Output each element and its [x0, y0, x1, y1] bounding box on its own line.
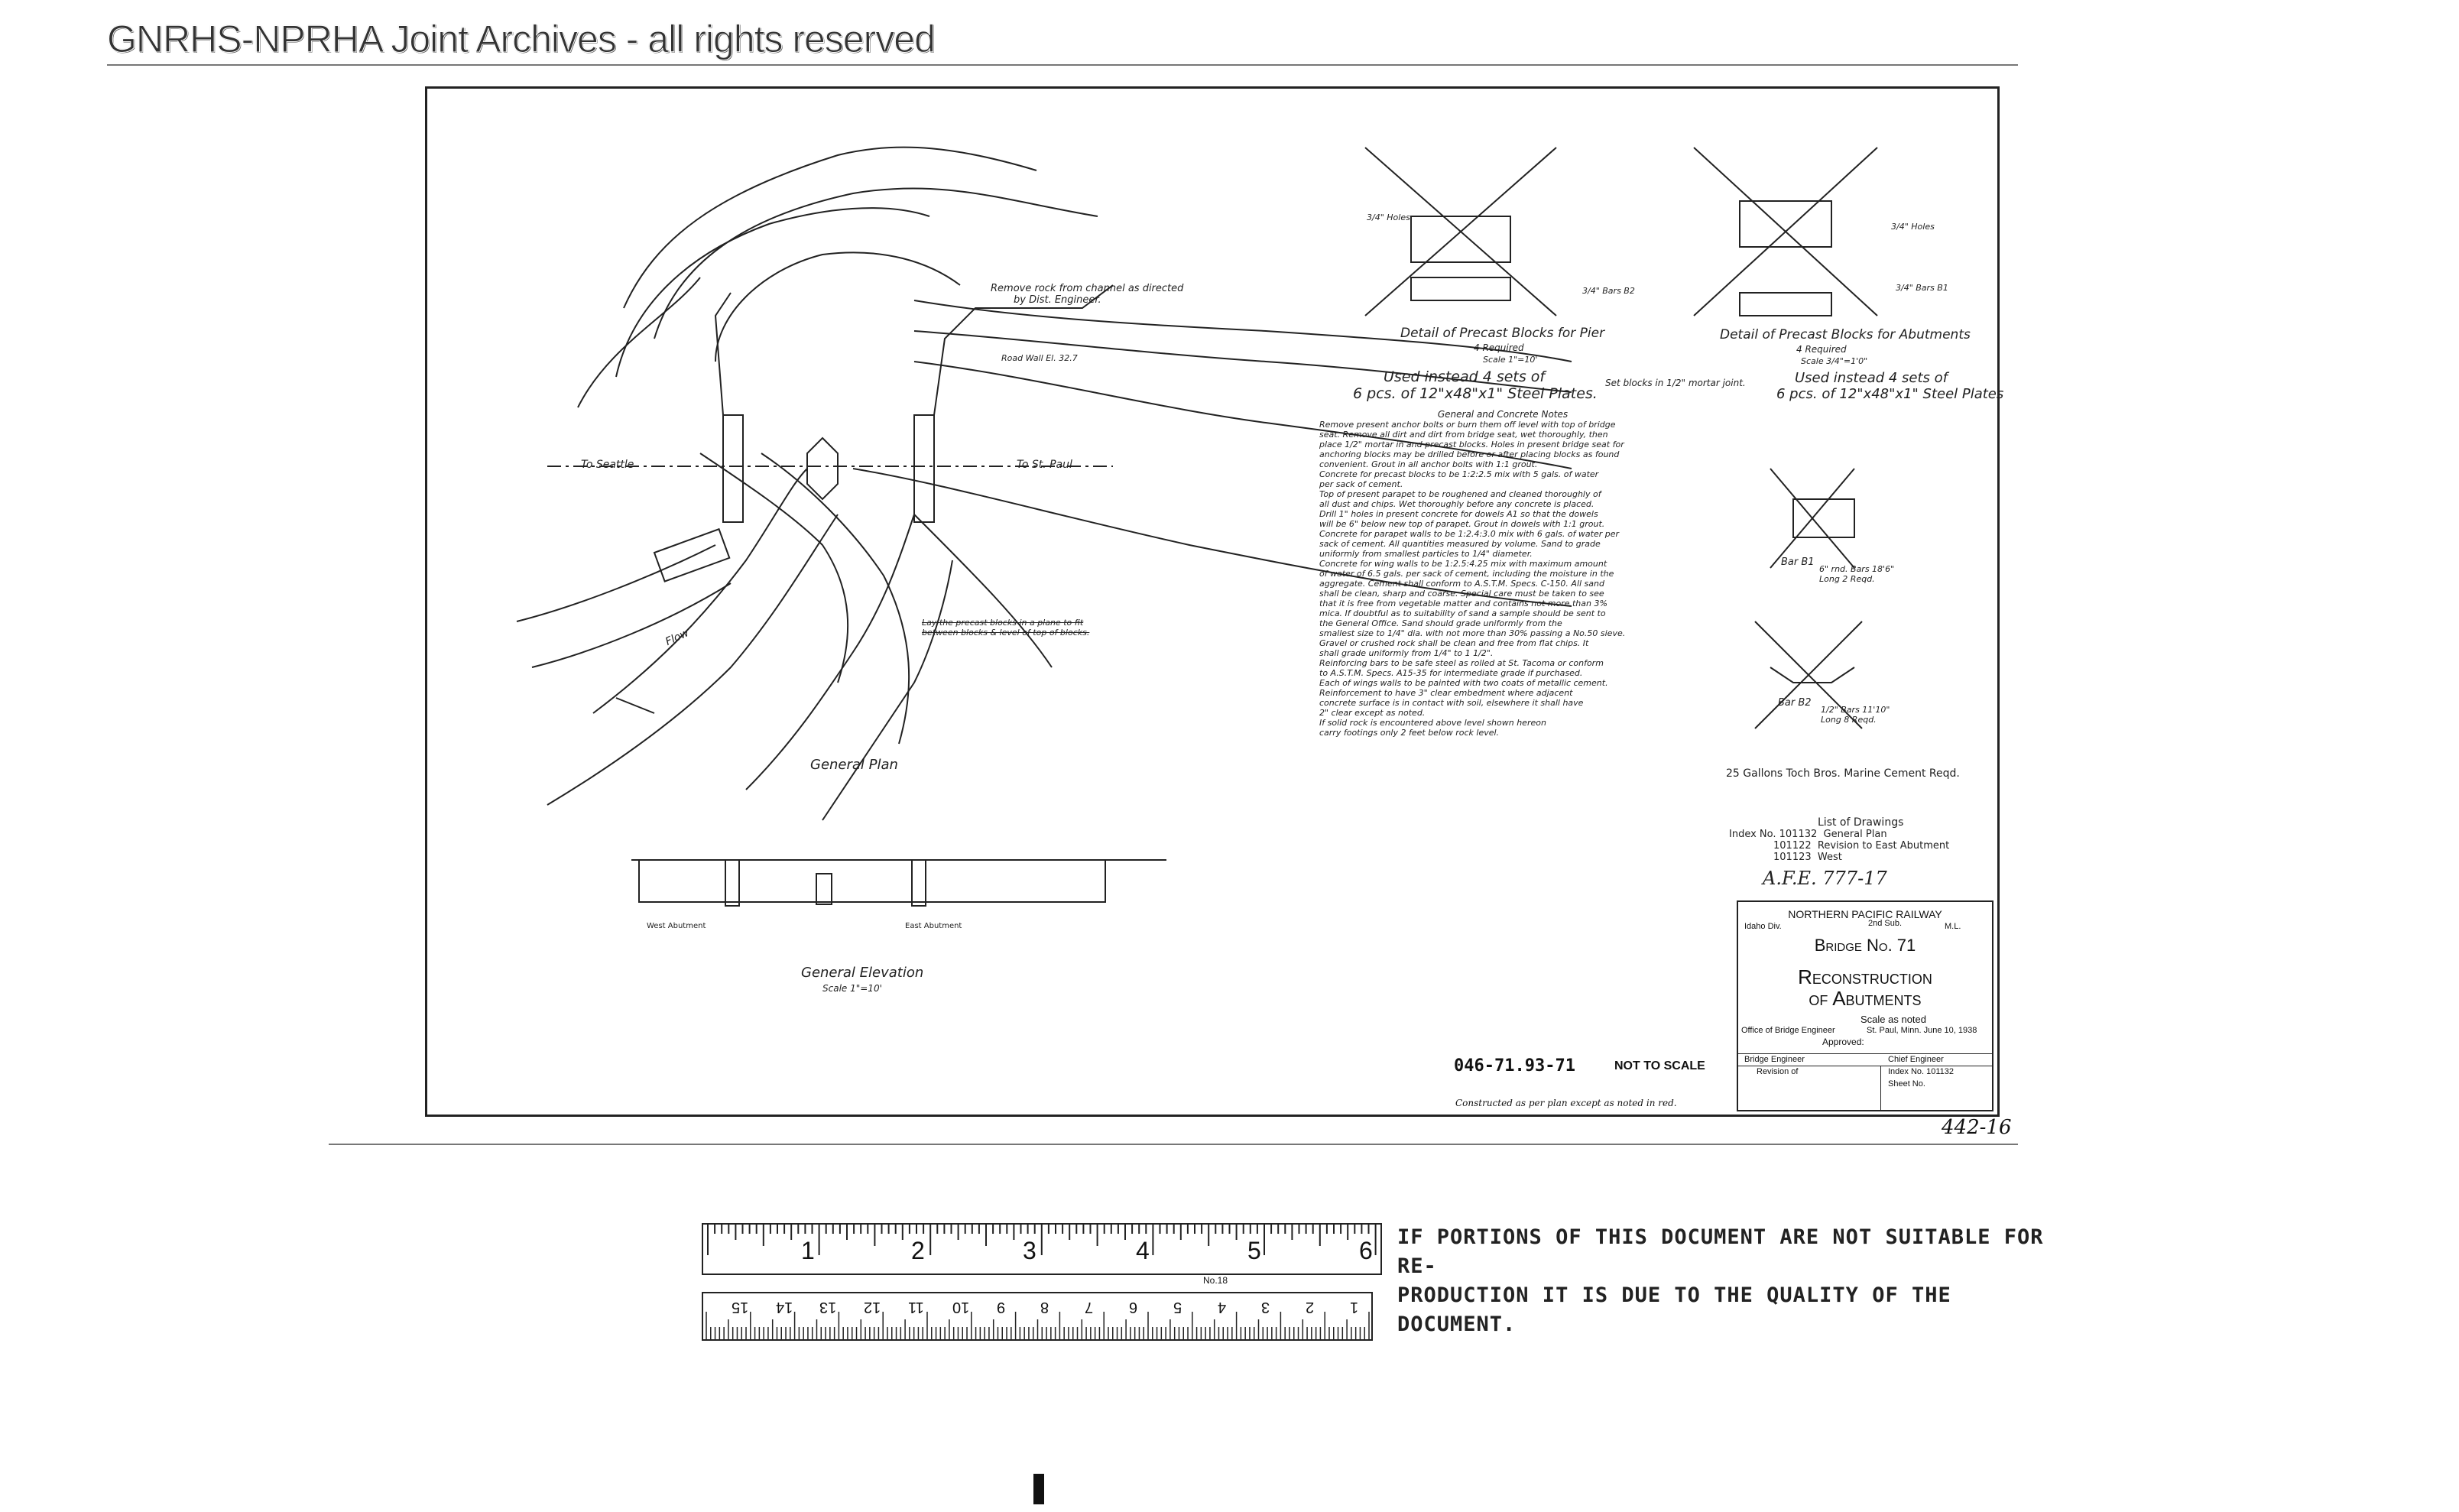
elevation-scale: Scale 1"=10'	[822, 983, 882, 994]
ruler-number: 5	[1247, 1237, 1261, 1264]
cm-ruler-number: 1	[1350, 1299, 1359, 1316]
note-line: Drill 1" holes in present concrete for dowels A1 so that the dowels	[1319, 509, 1598, 519]
note-line: Gravel or crushed rock shall be clean and free from flat chips. It	[1319, 638, 1589, 648]
main-line: M.L.	[1945, 922, 1961, 931]
bar-b2-label: Bar B2	[1778, 697, 1812, 709]
bridge-number: Bridge No. 71	[1814, 936, 1916, 955]
note-line: will be 6" below new top of parapet. Grout in dowels with 1:1 grout.	[1319, 519, 1605, 529]
cm-ruler-number: 6	[1129, 1299, 1138, 1316]
note-line: Concrete for precast blocks to be 1:2:2.5 mix with 5 gals. of water	[1319, 469, 1599, 479]
elevation-pier	[816, 874, 832, 904]
constructed-note: Constructed as per plan except as noted in red.	[1455, 1098, 1677, 1108]
note-line: smallest size to 1/4" dia. with not more than 30% passing a No.50 sieve.	[1319, 628, 1626, 638]
drawing-row: Index No. 101132 General Plan	[1729, 829, 1887, 840]
abutment-holes-label: 3/4" Holes	[1891, 222, 1935, 232]
contour-line	[532, 583, 731, 667]
ruler-number: 4	[1136, 1237, 1150, 1264]
note-line: Each of wings walls to be painted with two coats of metallic cement.	[1319, 678, 1608, 688]
cm-ruler-number: 7	[1085, 1299, 1094, 1316]
cm-ruler-number: 13	[819, 1299, 837, 1316]
sheet-no: Sheet No.	[1888, 1079, 1925, 1089]
note-line: shall be clean, sharp and coarse. Special care must be taken to see	[1319, 589, 1604, 599]
west-abutment-plan	[723, 415, 743, 522]
title-block	[1737, 900, 1993, 1111]
revision-of: Revision of	[1757, 1067, 1799, 1076]
disclaimer-line-2: PRODUCTION IT IS DUE TO THE QUALITY OF THE DOCUMENT.	[1397, 1283, 1951, 1336]
elevation-west-abutment	[725, 860, 739, 906]
precast-blocks-note: Lay the precast blocks in a plane to fit between blocks & level of top of blocks.	[922, 618, 1090, 638]
note-line: all dust and chips. Wet thoroughly before any concrete is placed.	[1319, 499, 1594, 509]
note-line: that it is free from vegetable matter and contains not more than 3%	[1319, 599, 1607, 608]
abutment-block-elev	[1740, 293, 1831, 316]
drawing-title: Reconstruction of Abutments	[1798, 965, 1932, 1010]
notes-heading: General and Concrete Notes	[1437, 409, 1569, 420]
ruler-mark: No.18	[1203, 1275, 1228, 1286]
note-line: the General Office. Sand should grade uniformly from the	[1319, 618, 1562, 628]
contour-line	[914, 514, 1052, 667]
afe-number: A.F.E. 777-17	[1763, 868, 1887, 889]
note-line: Top of present parapet to be roughened and cleaned thoroughly of	[1319, 489, 1601, 499]
cm-ruler-number: 3	[1261, 1299, 1270, 1316]
pier-plan	[807, 438, 838, 499]
office: Office of Bridge Engineer	[1741, 1026, 1835, 1035]
contour-line	[547, 514, 838, 805]
abutment-used-instead: Used instead 4 sets of 6 pcs. of 12"x48"x1" Steel Plates	[1776, 370, 2004, 402]
cm-ruler-ticks	[703, 1293, 1371, 1339]
elevation-span	[639, 860, 1105, 902]
contour-line	[578, 277, 700, 407]
note-line: Reinforcing bars to be safe steel as rolled at St. Tacoma or conform	[1319, 658, 1604, 668]
west-wing-wall	[715, 293, 731, 415]
cm-ruler-number: 2	[1306, 1299, 1315, 1316]
note-line: convenient. Grout in all anchor bolts with 1:1 grout.	[1319, 459, 1538, 469]
note-line: concrete surface is in contact with soil, elsewhere it shall have	[1319, 698, 1584, 708]
chief-engineer: Chief Engineer	[1888, 1055, 1944, 1064]
note-line: If solid rock is encountered above level shown hereon	[1319, 718, 1546, 728]
not-to-scale-label: NOT TO SCALE	[1614, 1059, 1705, 1072]
index-no: Index No. 101132	[1888, 1067, 1955, 1076]
cm-ruler-number: 8	[1040, 1299, 1049, 1316]
note-line: per sack of cement.	[1319, 479, 1403, 489]
list-of-drawings	[1729, 816, 1989, 889]
note-line: to A.S.T.M. Specs. A15-35 for intermediate grade if purchased.	[1319, 668, 1583, 678]
disclaimer-line-1: IF PORTIONS OF THIS DOCUMENT ARE NOT SUITABLE FOR RE-	[1397, 1225, 2044, 1278]
cm-ruler-number: 10	[952, 1299, 970, 1316]
contour-line	[700, 453, 848, 683]
cm-ruler-number: 14	[775, 1299, 793, 1316]
pier-bars-label: 3/4" Bars B2	[1582, 286, 1635, 296]
note-line: anchoring blocks may be drilled before or after placing blocks as found	[1319, 449, 1620, 459]
cm-ruler-number: 15	[731, 1299, 749, 1316]
plan-title: General Plan	[810, 757, 898, 773]
note-line: seat. Remove all dirt and dirt from bridge seat, wet thoroughly, then	[1319, 430, 1608, 440]
contour-line	[616, 208, 929, 377]
note-line: Reinforcement to have 3" clear embedment where adjacent	[1319, 688, 1573, 698]
note-line: carry footings only 2 feet below rock level.	[1319, 728, 1500, 738]
edge-mark	[1033, 1474, 1044, 1504]
note-line: place 1/2" mortar in and precast blocks. Holes in present bridge seat for	[1319, 440, 1624, 449]
cm-ruler-number: 9	[996, 1299, 1005, 1316]
header-rule	[107, 64, 2018, 66]
bar-b1-note: 6" rnd. Bars 18'6" Long 2 Reqd.	[1819, 564, 1895, 584]
cm-ruler-number: 11	[908, 1299, 924, 1316]
abutment-detail-scale: Scale 3/4"=1'0"	[1801, 356, 1868, 366]
note-line: mica. If doubtful as to suitability of sand a sample should be sent to	[1319, 608, 1606, 618]
elevation-east-abutment	[912, 860, 926, 906]
cm-ruler-number: 5	[1173, 1299, 1182, 1316]
flow-label: Flow	[663, 626, 691, 649]
pier-detail-title: Detail of Precast Blocks for Pier	[1400, 326, 1605, 341]
note-line: of water of 6.5 gals. per sack of cement, including the moisture in the	[1319, 569, 1614, 579]
note-line: 2" clear except as noted.	[1319, 708, 1426, 718]
east-abutment-plan	[914, 415, 934, 522]
note-line: Concrete for wing walls to be 1:2.5:4.25 mix with maximum amount	[1319, 559, 1607, 569]
remove-rock-note: Remove rock from channel as directed by Dist. Engineer.	[991, 283, 1184, 306]
ruler-number: 3	[1023, 1237, 1036, 1264]
scale-note: Scale as noted	[1860, 1014, 1927, 1025]
drawing-row: 101122 Revision to East Abutment	[1773, 840, 1950, 852]
note-line: Concrete for parapet walls to be 1:2.4:3.0 mix with 6 gals. of water per	[1319, 529, 1620, 539]
road-wall-box	[654, 529, 729, 581]
contour-line	[624, 148, 1036, 308]
to-seattle-label: To Seattle	[581, 459, 634, 471]
elevation-title: General Elevation	[801, 965, 924, 981]
quality-disclaimer	[1397, 1223, 2049, 1339]
bar-b2-sketch	[1770, 667, 1854, 683]
cement-note: 25 Gallons Toch Bros. Marine Cement Reqd.	[1726, 767, 1960, 780]
cm-ruler-number: 12	[864, 1299, 881, 1316]
to-st-paul-label: To St. Paul	[1017, 459, 1072, 471]
division: Idaho Div.	[1744, 922, 1782, 931]
ruler-number: 1	[801, 1237, 815, 1264]
inch-ruler	[702, 1223, 1382, 1275]
subdivision: 2nd Sub.	[1868, 919, 1903, 928]
bar-b1-label: Bar B1	[1781, 556, 1815, 568]
cm-ruler	[702, 1292, 1373, 1341]
footer-rule	[329, 1144, 2018, 1145]
pier-holes-label: 3/4" Holes	[1367, 213, 1410, 222]
railway-name: NORTHERN PACIFIC RAILWAY	[1788, 908, 1942, 920]
note-line: Remove present anchor bolts or burn them off level with top of bridge	[1319, 420, 1616, 430]
note-line: shall grade uniformly from 1/4" to 1 1/2".	[1319, 648, 1494, 658]
ruler-number: 2	[911, 1237, 925, 1264]
mortar-joint-note: Set blocks in 1/2" mortar joint.	[1605, 378, 1746, 388]
pier-used-instead: Used instead 4 sets of 6 pcs. of 12"x48"x1" Steel Plates.	[1353, 368, 1598, 402]
note-line: uniformly from smallest particles to 1/4" diameter.	[1319, 549, 1533, 559]
east-abutment-label: East Abutment	[905, 922, 962, 930]
abutment-block-plan	[1740, 201, 1831, 247]
place-date: St. Paul, Minn. June 10, 1938	[1867, 1026, 1977, 1035]
abutment-detail-sub: 4 Required	[1796, 344, 1847, 355]
bridge-engineer: Bridge Engineer	[1744, 1055, 1805, 1064]
contour-line	[822, 560, 952, 820]
contour-line	[517, 545, 715, 621]
abutment-bars-label: 3/4" Bars B1	[1896, 283, 1948, 293]
road-wall-label: Road Wall El. 32.7	[1001, 353, 1078, 363]
contour-line	[746, 514, 914, 790]
pier-detail-scale: Scale 1"=10'	[1483, 355, 1538, 365]
flow-arrow	[616, 698, 654, 713]
general-notes	[1319, 410, 1686, 738]
list-of-drawings-heading: List of Drawings	[1818, 816, 1904, 829]
west-abutment-label: West Abutment	[647, 922, 706, 930]
ruler-number: 6	[1359, 1237, 1373, 1264]
pier-block-elev	[1411, 277, 1510, 300]
drawing-row: 101123 West	[1773, 852, 1842, 863]
abutment-detail-title: Detail of Precast Blocks for Abutments	[1720, 327, 1971, 342]
bar-b2-note: 1/2" Bars 11'10" Long 8 Reqd.	[1821, 705, 1890, 725]
cm-ruler-number: 4	[1217, 1299, 1226, 1316]
pier-detail-sub: 4 Required	[1474, 342, 1524, 353]
sheet-reference: 442-16	[1942, 1116, 2012, 1139]
pier-block-plan	[1411, 216, 1510, 262]
drawing-number: 046-71.93-71	[1454, 1056, 1575, 1076]
note-line: aggregate. Cement shall conform to A.S.T.M. Specs. C-150. All sand	[1319, 579, 1604, 589]
archive-notice: GNRHS-NPRHA Joint Archives - all rights reserved	[107, 18, 935, 60]
contour-line	[715, 252, 960, 362]
note-line: sack of cement. All quantities measured by volume. Sand to grade	[1319, 539, 1601, 549]
approved-label: Approved:	[1822, 1037, 1864, 1047]
